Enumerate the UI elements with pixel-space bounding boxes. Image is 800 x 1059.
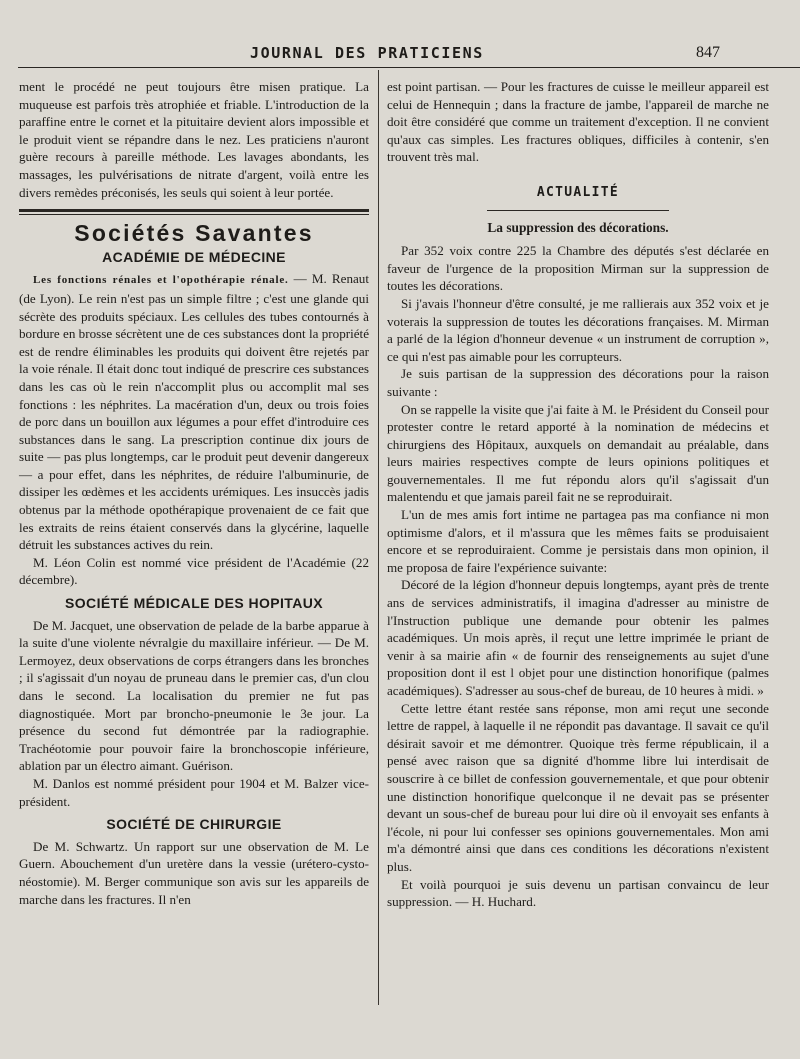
chirurgie-text: De M. Schwartz. Un rapport sur une observation de M. Le Guern. Abouchement d'un uretère dans la vessie (urétero-cysto-néostomie). M. Berger communique son avis sur les appareils de marche dans les fractures. Il n'en [19,838,369,907]
page-header [0,44,800,66]
academie-note: M. Léon Colin est nommé vice président de l'Académie (22 décembre). [19,554,369,588]
article-paragraph: L'un de mes amis fort intime ne partagea pas ma confiance ni mon optimisme d'alors, et il m'assura que les mêmes faits se produisaient encore et se reproduiraient. Comme je persistais dans mon opinion, il me proposa de faire l'expérience suivante: [387,507,769,575]
actualite-rule [487,210,669,211]
page-number: 847 [696,44,720,61]
article-paragraph: Décoré de la légion d'honneur depuis longtemps, ayant près de trente ans de services administratifs, il imagina d'adresser au ministre de l'Instruction publique une demande pour obtenir les palmes académiques. Un mois après, il reçut une lettre imprimée le priant de venir à sa mairie afin « de fournir des renseignements au sujet d'une proposition dont il est l objet pour une distinction honorifique (palmes académiques). S'adresser au sous-chef de bureau, de 10 heures à midi. » [387,577,769,698]
continuation-paragraph: est point partisan. — Pour les fractures de cuisse le meilleur appareil est celui de Hennequin ; dans la fracture de jambe, l'appareil de marche ne doit être considéré que comme un traitement d'exception. Il ne convient qu'aux cas simples. Les fractures obliques, difficiles à contenir, s'en trouvent très mal. [387,79,769,165]
article-paragraph: Et voilà pourquoi je suis devenu un partisan convaincu de leur suppression. — H. Huchard. [387,876,769,910]
academie-title: ACADÉMIE DE MÉDECINE [102,248,286,265]
intro-paragraph: ment le procédé ne peut toujours être misen pratique. La muqueuse est parfois très atrophiée et friable. L'introduction de la paraffine entre le cornet et la pituitaire devient alors impossible et le produit vient se répandre dans le nez. Les praticiens n'auront guère recours à pareille méthode. Les lavages abondants, les massages, les pulvérisations de nitrate d'argent, voilà entre les divers remèdes préconisés, les seuls qui soient à leur portée. [19,79,369,200]
section-double-rule [19,209,369,215]
left-column [19,78,369,908]
actualite-title: ACTUALITÉ [536,184,620,200]
section-title: Sociétés Savantes [74,220,314,247]
academie-heading: Les fonctions rénales et l'opothérapie rénale. [33,274,289,287]
running-title: JOURNAL DES PRATICIENS [250,44,484,62]
hopitaux-title: SOCIÉTÉ MÉDICALE DES HOPITAUX [65,595,323,612]
article-title: La suppression des décorations. [487,219,669,235]
academie-article [19,270,369,554]
hopitaux-note: M. Danlos est nommé président pour 1904 et M. Balzer vice-président. [19,775,369,809]
article-paragraph: Si j'avais l'honneur d'être consulté, je me rallierais aux 352 voix et je voterais la suppression de toutes les décorations françaises. M. Mirman a parlé de la légion d'honneur devenue « un instrument de corruption », ce qui n'est pas aimable pour les corrupteurs. [387,295,769,364]
article-paragraph: Cette lettre étant restée sans réponse, mon ami reçut une seconde lettre de rappel, à laquelle il ne répondit pas davantage. Il savait ce qu'il désirait savoir et me démontrer. Quoique très ferme républicain, il a pensé avec raison que sa dignité d'homme libre lui interdisait de souscrire à ce billet de confession gouvernementale, et que pour obtenir une distinction honorifique quelconque il ne devait pas se présenter devant un sous-chef de bureau pour lui dire où il envoyait ses enfants à l'école, ni pour lui confesser ses opinions gouvernementales. Mon ami m'a démontré ainsi que dans ces conditions les décorations n'existent plus. [387,700,769,874]
article-paragraph: Par 352 voix contre 225 la Chambre des députés s'est déclarée en faveur de l'urgence de la proposition Mirman sur la suppression de toutes les décorations. [387,243,769,294]
article-paragraph: Je suis partisan de la suppression des décorations pour la raison suivante : [387,366,769,399]
article-paragraph: On se rappelle la visite que j'ai faite à M. le Président du Conseil pour protester contre le retard apporté à la nomination de médecins et chirurgiens des Hôpitaux, auxquels on demandait au préalable, dans leurs mairies respectives compte de leurs opinions politiques et gouvernementales. Il me fut répondu alors qu'il s'agissait d'un malentendu et que jamais pareil fait ne se reproduirait. [387,401,769,505]
column-divider [378,70,379,1005]
hopitaux-text: De M. Jacquet, une observation de pelade de la barbe apparue à la suite d'une violente névralgie du maxillaire inférieur. — De M. Lermoyez, deux observations de corps étrangers dans les bronches ; il s'agissait d'un noyau de pruneau dans le premier cas, d'un clou dans le second. La localisation du premier ne fut pas diagnostiquée. Mort par broncho-pneumonie le 3e jour. La présence du second fut démontrée par la radiographie. Trachéotomie pour pouvoir faire la bronchoscopie inférieure, ablation par un électro aimant. Guérison. [19,617,369,774]
academie-text: — M. Renaut (de Lyon). Le rein n'est pas un simple filtre ; c'est une glande qui sécrète des produits spéciaux. Les cellules des tubes contournés à bordure en brosse sécrètent une de ces substances dont la propriété est de rendre éliminables les produits qui doivent être rejetés par la voie rénale. Il était donc tout indiqué de prescrire ces substances dans les cas où le rein n'accomplit plus ou accomplit mal ses fonctions : les néphrites. La macération d'un, deux ou trois foies de porc dans un bouillon aux légumes a pour effet d'introduire ces substances dans le sang. La prescription continue dix jours de suite — pas plus longtemps, car le produit peut devenir dangereux — a pour effet, dans les néphrites, de réduire l'albuminurie, de dissiper les œdèmes et les accidents urémiques. Les insuccès jadis obtenus par la méthode opothérapique provenaient de ce fait que les extraits de reins étaient conservés dans la glycérine, laquelle détruit les substances actives du rein. [19,271,369,553]
right-column [387,78,769,911]
chirurgie-title: SOCIÉTÉ DE CHIRURGIE [106,816,282,833]
header-rule [18,67,800,68]
